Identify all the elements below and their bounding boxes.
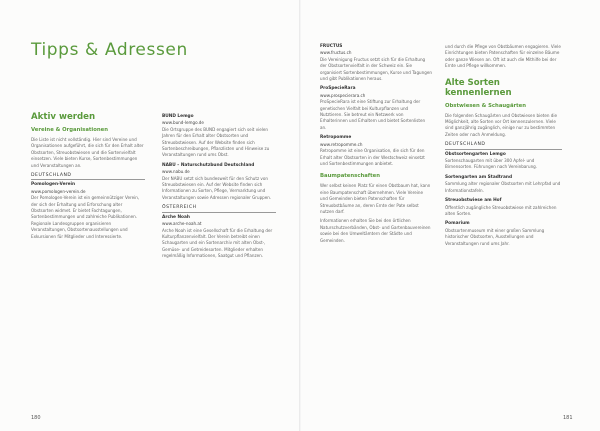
entry-text: Öffentlich zugängliche Streuobstwiese mit zahlreichen alten Sorten. bbox=[445, 204, 557, 216]
paragraph: Wer selbst keinen Platz für einen Obstbaum hat, kann eine Baumpatenschaft übernehmen. Viele Vereine und Gemeinden bieten Patenschaften für Streuobstbäume an, deren Ernte der Pate selbst nutzen darf. bbox=[320, 183, 431, 214]
section-text: Die folgenden Schaugärten und Obstwiesen bieten die Möglichkeit, alte Sorten vor Ort kennenzulernen. Viele sind ganzjährig zugänglich, einige nur zu bestimmten Zeiten oder nach Anmeldung. bbox=[445, 112, 558, 137]
entry-text: Sammlung alter regionaler Obstsorten mit Lehrpfad und Informationstafeln. bbox=[445, 181, 561, 193]
list-item bbox=[445, 221, 562, 247]
list-item bbox=[320, 86, 432, 131]
entry-text: Sortenschaugarten mit über 300 Apfel- und Birnensorten. Führungen nach Vereinbarung. bbox=[445, 158, 538, 170]
entry-text: Der NABU setzt sich bundesweit für den Schutz von Streuobstwiesen ein. Auf der Website finden sich Informationen zu Sorten, Pflege, Vermarktung und Veranstaltungen sowie Adressen regionaler Gruppen. bbox=[162, 175, 272, 200]
entry-url: www.bund-lemgo.de bbox=[162, 120, 204, 126]
list-item bbox=[445, 152, 562, 171]
entry-name: Streuobstwiese am Hof bbox=[445, 198, 502, 204]
entry-name: Obstsortengarten Lemgo bbox=[445, 151, 506, 157]
section-heading-alte-sorten: Alte Sorten kennenlernen bbox=[445, 77, 512, 98]
list-item bbox=[320, 44, 432, 82]
entry-text: Der Pomologen-Verein ist ein gemeinnütziger Verein, der sich der Erhaltung und Erforschung alter Obstsorten widmet. Er bietet Fachtagungen, Sortenbestimmungen und zahlreiche Publikationen. Regionale Landesgruppen organisieren Veranstaltungen, Obstsortenausstellungen und Exkursionen für Mitglieder und Interessierte. bbox=[31, 195, 140, 239]
right-column-2 bbox=[445, 44, 562, 251]
entry-text: Arche Noah ist eine Gesellschaft für die Erhaltung der Kulturpflanzenvielfalt. Der Verein betreibt einen Schaugarten und ein Sortenarchiv mit alten Obst-, Gemüse- und Getreidesorten. Mitglieder erhalten regelmäßig Informationen, Saatgut und Pflanzen. bbox=[162, 227, 273, 259]
entry-text: Retropomme ist eine Organisation, die sich für den Erhalt alter Obstsorten in der Westschweiz einsetzt und Sortenbestimmungen anbietet. bbox=[320, 148, 425, 166]
section-heading-aktiv-werden: Aktiv werden bbox=[31, 112, 96, 122]
continuation-text: und durch die Pflege von Obstbäumen engagieren. Viele Einrichtungen bieten Patenschaften für einzelne Bäume oder ganze Wiesen an. Oft ist auch die Mithilfe bei der Ernte und Pflege willkommen. bbox=[445, 44, 561, 69]
entry-text: Obstsortenmuseum mit einer großen Sammlung historischer Obstsorten, Ausstellungen und Veranstaltungen rund ums Jahr. bbox=[445, 227, 545, 246]
page-number: 181 bbox=[563, 415, 573, 421]
intro-text: Die Liste ist nicht vollständig. Hier sind Vereine und Organisationen aufgeführt, die sich für den Erhalt alter Obstsorten, Streuobstwiesen und die Sortenvielfalt einsetzen. Viele bieten Kurse, Sortenbestimmungen und Veranstaltungen an. bbox=[31, 137, 144, 168]
right-page bbox=[301, 0, 600, 431]
entry-name: Arche Noah bbox=[162, 214, 190, 220]
country-heading: ÖSTERREICH bbox=[162, 205, 276, 212]
entry-name: Retropomme bbox=[320, 135, 352, 141]
entry-name: FRUCTUS bbox=[320, 44, 343, 49]
entry-url: www.arche-noah.at bbox=[162, 221, 202, 227]
list-item bbox=[162, 114, 276, 159]
list-item bbox=[162, 163, 276, 201]
entry-url: www.prospecierara.ch bbox=[320, 92, 366, 98]
entry-url: www.fructus.ch bbox=[320, 50, 352, 56]
list-item bbox=[445, 198, 562, 217]
subheading-vereine: Vereine & Organisationen bbox=[31, 127, 109, 133]
entry-name: NABU – Naturschutzbund Deutschland bbox=[162, 162, 255, 168]
left-column-2 bbox=[162, 114, 276, 264]
list-item bbox=[320, 135, 432, 167]
entry-name: BUND Lemgo bbox=[162, 114, 194, 119]
list-item bbox=[445, 175, 562, 194]
entry-url: www.pomologen-verein.de bbox=[31, 188, 86, 194]
entry-url: www.retropomme.ch bbox=[320, 141, 363, 147]
list-item bbox=[31, 182, 145, 240]
entry-name: Sortengarten am Stadtrand bbox=[445, 174, 513, 180]
entry-text: Die Vereinigung Fructus setzt sich für die Erhaltung der Obstsortenvielfalt in der Schweiz ein. Sie organisiert Sortenbestimmungen, Kurse und Tagungen und gibt Publikationen heraus. bbox=[320, 56, 432, 82]
subheading-baumpatenschaften: Baumpatenschaften bbox=[320, 173, 381, 180]
subheading-obstwiesen: Obstwiesen & Schaugärten bbox=[445, 102, 527, 109]
left-column-1 bbox=[31, 112, 145, 244]
left-page bbox=[0, 0, 299, 431]
entry-name: Pomologen-Verein bbox=[31, 182, 76, 188]
entry-text: ProSpecieRara ist eine Stiftung zur Erhaltung der genetischen Vielfalt bei Kulturpflanzen und Nutztieren. Sie betreut ein Netzwerk von Erhalterinnen und Erhaltern und bietet Sortenlisten an. bbox=[320, 99, 426, 130]
entry-text: Die Ortsgruppe des BUND engagiert sich seit vielen Jahren für den Erhalt alter Obstsorten und Streuobstwiesen. Auf der Website finden sich Sortenbeschreibungen, Pflanzlisten und Hinweise zu Veranstaltungen rund ums Obst. bbox=[162, 126, 270, 158]
country-heading: DEUTSCHLAND bbox=[445, 142, 562, 149]
country-heading: DEUTSCHLAND bbox=[31, 173, 145, 180]
right-column-1 bbox=[320, 44, 432, 247]
entry-name: ProSpecieRara bbox=[320, 86, 356, 92]
entry-name: Pomarium bbox=[445, 221, 470, 227]
entry-url: www.nabu.de bbox=[162, 169, 190, 175]
page-title: Tipps & Adressen bbox=[31, 40, 188, 60]
list-item bbox=[162, 215, 276, 260]
paragraph: Informationen erhalten Sie bei den örtlichen Naturschutzverbänden, Obst- und Gartenbauvereinen sowie bei den Umweltämtern der Städte und Gemeinden. bbox=[320, 218, 431, 243]
page-number: 180 bbox=[31, 415, 41, 421]
